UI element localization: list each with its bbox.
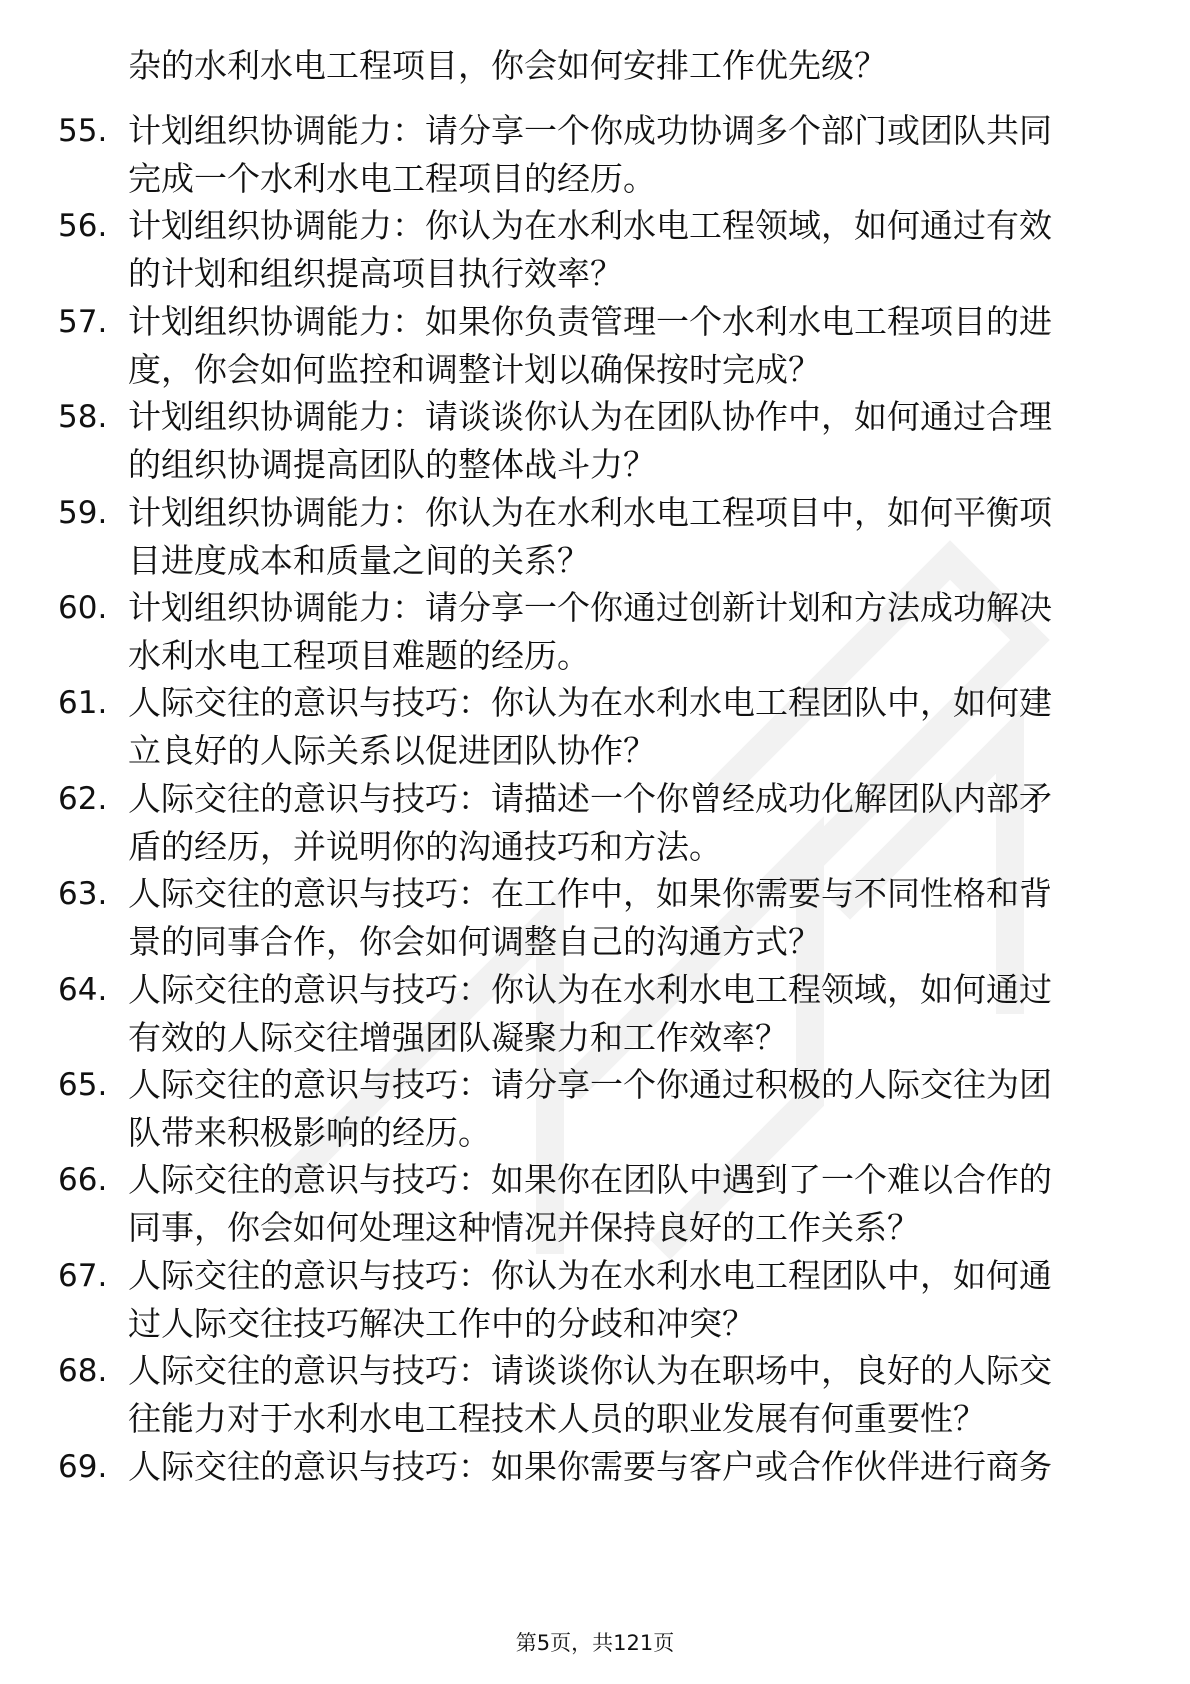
question-item <box>0 585 1190 675</box>
question-item <box>0 1348 1190 1438</box>
question-text-line-1: 人际交往的意识与技巧：如果你在团队中遇到了一个难以合作的 <box>128 1160 1052 1200</box>
question-number: 56. <box>58 208 108 245</box>
question-text-line-2: 往能力对于水利水电工程技术人员的职业发展有何重要性？ <box>128 1399 986 1439</box>
question-text-line-1: 人际交往的意识与技巧：在工作中，如果你需要与不同性格和背 <box>128 874 1052 914</box>
question-text-line-2: 同事，你会如何处理这种情况并保持良好的工作关系？ <box>128 1208 920 1248</box>
question-item <box>0 871 1190 961</box>
question-text-line-1: 计划组织协调能力：如果你负责管理一个水利水电工程项目的进 <box>128 301 1052 341</box>
question-text-line-1: 计划组织协调能力：请分享一个你成功协调多个部门或团队共同 <box>128 111 1052 150</box>
question-number: 66. <box>58 1162 108 1199</box>
question-text-line-2: 的组织协调提高团队的整体战斗力？ <box>128 445 656 485</box>
question-text-line-2: 立良好的人际关系以促进团队协作？ <box>128 731 656 771</box>
question-item <box>0 1253 1190 1343</box>
question-item <box>0 203 1190 293</box>
question-text-line-1: 人际交往的意识与技巧：如果你需要与客户或合作伙伴进行商务 <box>128 1446 1052 1486</box>
page-number-footer: 第5页，共121页 <box>515 1631 675 1655</box>
question-text-line-2: 完成一个水利水电工程项目的经历。 <box>128 159 656 198</box>
question-number: 60. <box>58 590 108 626</box>
question-text-line-1: 人际交往的意识与技巧：你认为在水利水电工程团队中，如何建 <box>128 683 1052 723</box>
question-number: 57. <box>58 303 108 340</box>
question-number: 65. <box>58 1067 108 1103</box>
question-text-line-2: 的计划和组织提高项目执行效率？ <box>128 254 623 294</box>
question-item <box>0 1062 1190 1152</box>
question-number: 69. <box>58 1448 108 1485</box>
question-text-line-1: 人际交往的意识与技巧：请描述一个你曾经成功化解团队内部矛 <box>128 778 1052 818</box>
question-number: 64. <box>58 971 108 1008</box>
question-item <box>0 299 1190 389</box>
question-text-line-1: 计划组织协调能力：请谈谈你认为在团队协作中，如何通过合理 <box>128 397 1052 437</box>
question-text-line-2: 度，你会如何监控和调整计划以确保按时完成？ <box>128 349 821 389</box>
question-item <box>0 967 1190 1057</box>
question-text-line-1: 计划组织协调能力：请分享一个你通过创新计划和方法成功解决 <box>128 588 1052 627</box>
question-text-line-2: 景的同事合作，你会如何调整自己的沟通方式？ <box>128 922 821 962</box>
question-item <box>0 680 1190 770</box>
question-number: 61. <box>58 685 108 722</box>
question-text-line-2: 水利水电工程项目难题的经历。 <box>128 636 590 675</box>
question-number: 63. <box>58 876 108 913</box>
question-item <box>0 1157 1190 1247</box>
question-text-line-2: 目进度成本和质量之间的关系？ <box>128 540 590 580</box>
question-item <box>0 108 1190 198</box>
question-text-line-2: 有效的人际交往增强团队凝聚力和工作效率？ <box>128 1017 788 1057</box>
question-number: 58. <box>58 399 108 436</box>
question-text-line-2: 盾的经历，并说明你的沟通技巧和方法。 <box>128 826 722 866</box>
question-number: 59. <box>58 494 108 531</box>
question-item <box>0 394 1190 484</box>
question-text-line-1: 人际交往的意识与技巧：你认为在水利水电工程团队中，如何通 <box>128 1255 1052 1295</box>
question-number: 67. <box>58 1257 108 1294</box>
question-number: 55. <box>58 113 108 149</box>
question-item <box>0 490 1190 580</box>
question-text-line-1: 计划组织协调能力：你认为在水利水电工程项目中，如何平衡项 <box>128 492 1052 532</box>
question-item <box>0 1444 1190 1534</box>
question-text-line-1: 人际交往的意识与技巧：你认为在水利水电工程领域，如何通过 <box>128 969 1052 1009</box>
question-text-line-1: 人际交往的意识与技巧：请分享一个你通过积极的人际交往为团 <box>128 1065 1052 1104</box>
question-number: 68. <box>58 1353 108 1390</box>
continuation-line: 杂的水利水电工程项目，你会如何安排工作优先级？ <box>128 46 887 85</box>
question-text-line-1: 计划组织协调能力：你认为在水利水电工程领域，如何通过有效 <box>128 206 1052 246</box>
question-number: 62. <box>58 780 108 817</box>
question-text-line-2: 过人际交往技巧解决工作中的分歧和冲突？ <box>128 1303 755 1343</box>
question-text-line-2: 队带来积极影响的经历。 <box>128 1113 491 1152</box>
question-text-line-1: 人际交往的意识与技巧：请谈谈你认为在职场中，良好的人际交 <box>128 1351 1052 1391</box>
question-item <box>0 776 1190 866</box>
